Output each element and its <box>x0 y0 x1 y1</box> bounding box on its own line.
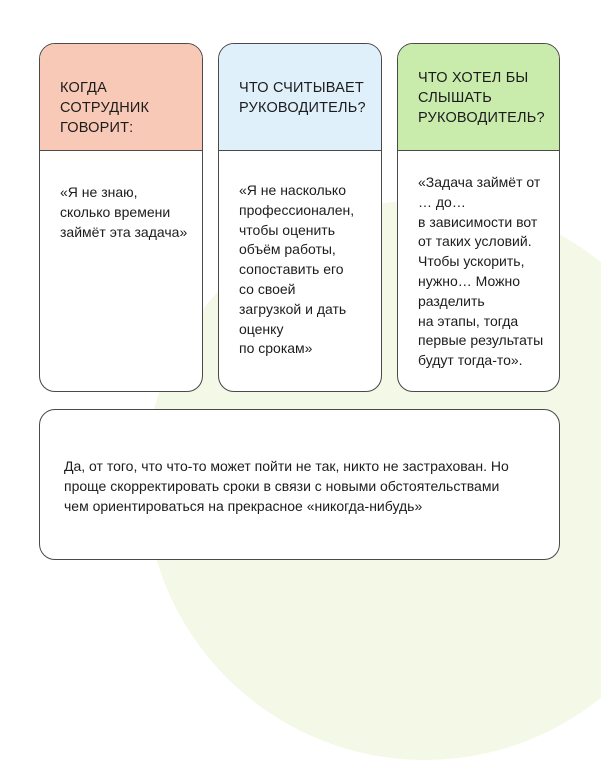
card-employee-says <box>39 43 203 392</box>
card-body-text: «Я не насколько профессионален, чтобы оценить объём работы, сопоставить его со своей загрузкой и дать оценку по срокам» <box>239 182 355 357</box>
card-heading: КОГДА СОТРУДНИК ГОВОРИТ: <box>40 44 202 151</box>
card-body-text: «Задача займёт от … до… в зависимости вот от таких условий. Чтобы ускорить, нужно… Можно разделить на этапы, тогда первые результаты будут тогда-то». <box>418 174 544 369</box>
card-heading: ЧТО ХОТЕЛ БЫ СЛЫШАТЬ РУКОВОДИТЕЛЬ? <box>398 44 559 151</box>
conclusion-card: Да, от того, что что-то может пойти не так, никто не застрахован. Но проще скорректировать сроки в связи с новыми обстоятельствами чем ориентироваться на прекрасное «никогда-нибудь» <box>39 409 560 560</box>
card-body-text: «Я не знаю, сколько времени займёт эта задача» <box>60 184 188 240</box>
card-manager-wants <box>397 43 560 392</box>
card-manager-reads <box>218 43 382 392</box>
card-heading: ЧТО СЧИТЫВАЕТ РУКОВОДИТЕЛЬ? <box>219 44 381 151</box>
